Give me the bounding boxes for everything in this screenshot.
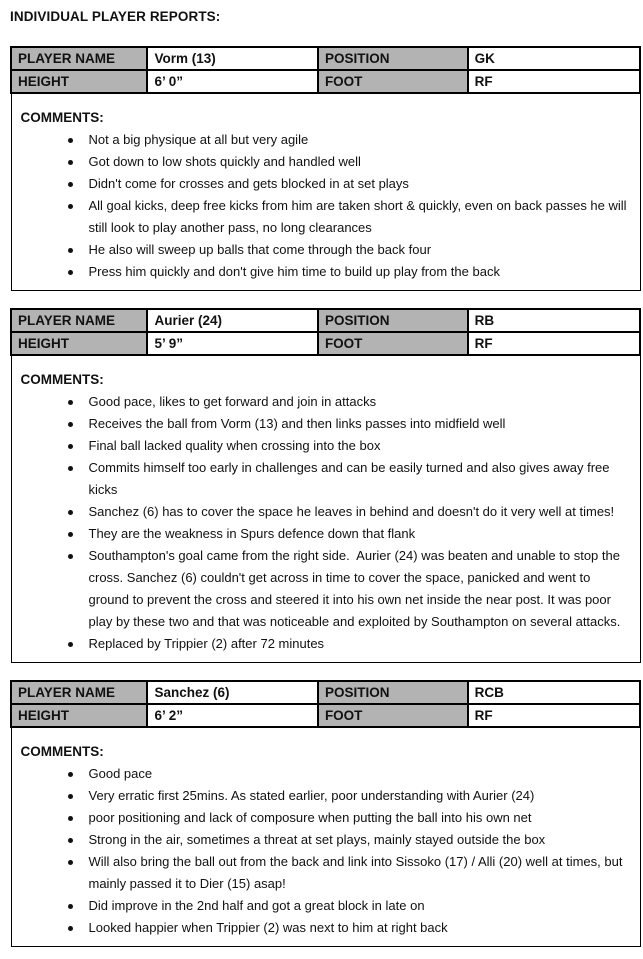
player-name-label: PLAYER NAME <box>11 309 147 332</box>
position-value: RCB <box>468 681 640 704</box>
player-report-sanchez <box>10 680 641 947</box>
comment-item: Replaced by Trippier (2) after 72 minutes <box>67 633 632 655</box>
comment-item: Final ball lacked quality when crossing into the box <box>67 435 632 457</box>
comments-cell <box>11 93 640 291</box>
page-title: INDIVIDUAL PLAYER REPORTS: <box>10 9 221 24</box>
comment-item: Didn't come for crosses and gets blocked in at set plays <box>67 173 632 195</box>
foot-label: FOOT <box>318 70 468 93</box>
position-label: POSITION <box>318 681 468 704</box>
comment-item: Did improve in the 2nd half and got a great block in late on <box>67 895 632 917</box>
comment-item: Southampton's goal came from the right side. Aurier (24) was beaten and unable to stop the cross. Sanchez (6) couldn't get across in time to cover the space, panicked and went to ground to prevent the cross and steered it into his own net inside the near post. It was poor play by these two and that was noticeable and exploited by Southampton on several attacks. <box>67 545 632 633</box>
comment-item: Will also bring the ball out from the back and link into Sissoko (17) / Alli (20) well at times, but mainly passed it to Dier (15) asap! <box>67 851 632 895</box>
comment-item: Looked happier when Trippier (2) was next to him at right back <box>67 917 632 939</box>
position-label: POSITION <box>318 309 468 332</box>
comments-cell <box>11 727 640 947</box>
player-name-value: Vorm (13) <box>147 47 317 70</box>
comments-list <box>21 391 632 655</box>
foot-label: FOOT <box>318 704 468 727</box>
table-row <box>11 727 640 947</box>
comments-cell <box>11 355 640 663</box>
table-row <box>11 355 640 663</box>
comments-list <box>21 763 632 939</box>
height-value: 5’ 9” <box>147 332 317 355</box>
height-label: HEIGHT <box>11 70 147 93</box>
comment-item: Commits himself too early in challenges and can be easily turned and also gives away free kicks <box>67 457 632 501</box>
comment-item: All goal kicks, deep free kicks from him are taken short & quickly, even on back passes he will still look to play another pass, no long clearances <box>67 195 632 239</box>
foot-label: FOOT <box>318 332 468 355</box>
table-row <box>11 70 640 93</box>
position-value: GK <box>468 47 640 70</box>
comment-item: Sanchez (6) has to cover the space he leaves in behind and doesn't do it very well at times! <box>67 501 632 523</box>
player-info-table <box>10 308 641 663</box>
comment-item: Got down to low shots quickly and handled well <box>67 151 632 173</box>
foot-value: RF <box>468 332 640 355</box>
comment-item: Press him quickly and don't give him time to build up play from the back <box>67 261 632 283</box>
player-info-table <box>10 680 641 947</box>
position-label: POSITION <box>318 47 468 70</box>
table-row <box>11 704 640 727</box>
table-row <box>11 681 640 704</box>
foot-value: RF <box>468 70 640 93</box>
table-row <box>11 93 640 291</box>
player-info-table <box>10 46 641 291</box>
height-value: 6’ 0” <box>147 70 317 93</box>
height-label: HEIGHT <box>11 332 147 355</box>
comment-item: Good pace, likes to get forward and join in attacks <box>67 391 632 413</box>
table-row <box>11 332 640 355</box>
player-name-value: Aurier (24) <box>147 309 317 332</box>
comment-item: Not a big physique at all but very agile <box>67 129 632 151</box>
player-name-label: PLAYER NAME <box>11 47 147 70</box>
comment-item: Good pace <box>67 763 632 785</box>
player-report-aurier <box>10 308 641 663</box>
comment-item: poor positioning and lack of composure when putting the ball into his own net <box>67 807 632 829</box>
player-name-value: Sanchez (6) <box>147 681 317 704</box>
comments-heading: COMMENTS: <box>20 372 104 387</box>
comment-item: Receives the ball from Vorm (13) and then links passes into midfield well <box>67 413 632 435</box>
comment-item: They are the weakness in Spurs defence down that flank <box>67 523 632 545</box>
comment-item: Very erratic first 25mins. As stated earlier, poor understanding with Aurier (24) <box>67 785 632 807</box>
player-report-vorm <box>10 46 641 291</box>
height-label: HEIGHT <box>11 704 147 727</box>
comment-item: Strong in the air, sometimes a threat at set plays, mainly stayed outside the box <box>67 829 632 851</box>
player-name-label: PLAYER NAME <box>11 681 147 704</box>
comments-list <box>21 129 632 283</box>
comments-heading: COMMENTS: <box>20 110 104 125</box>
comment-item: He also will sweep up balls that come through the back four <box>67 239 632 261</box>
table-row <box>11 309 640 332</box>
height-value: 6’ 2” <box>147 704 317 727</box>
comments-heading: COMMENTS: <box>20 744 104 759</box>
position-value: RB <box>468 309 640 332</box>
foot-value: RF <box>468 704 640 727</box>
table-row <box>11 47 640 70</box>
